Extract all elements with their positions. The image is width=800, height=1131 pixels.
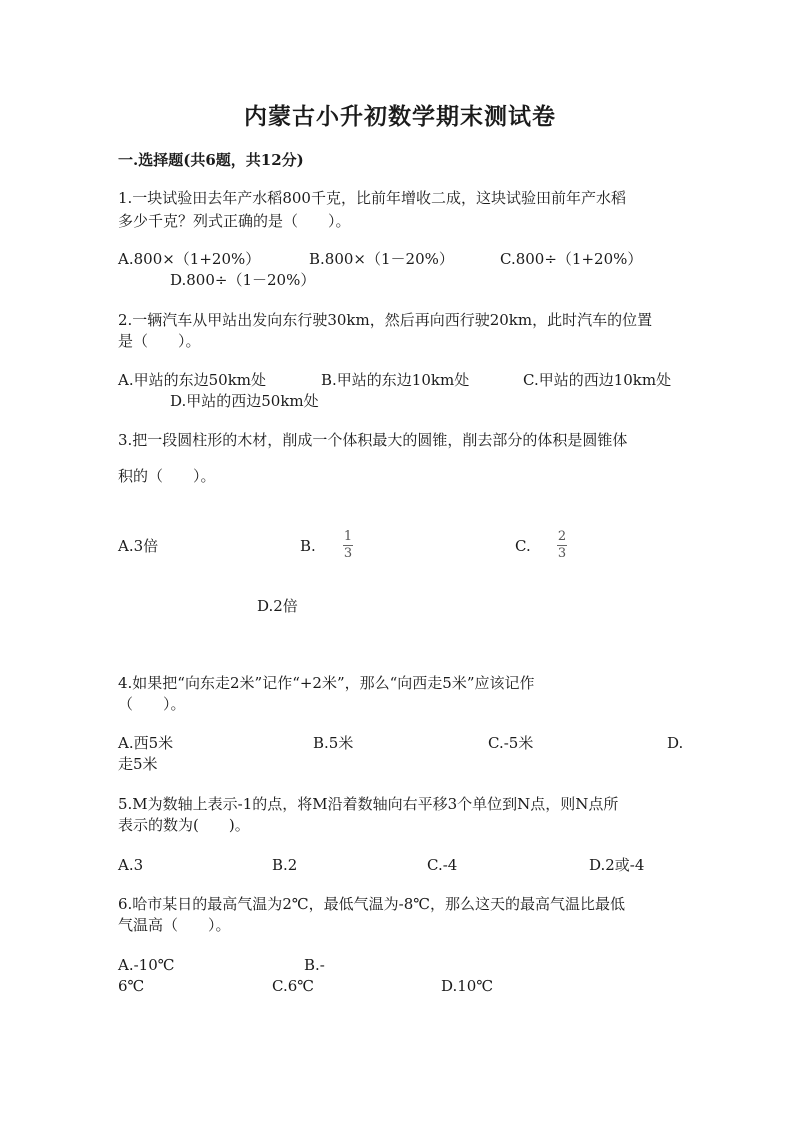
q5-option-d[interactable]: D.2或-4 [589,856,645,874]
q1-stem-line2: 多少千克？列式正确的是（ ）。 [118,212,351,230]
q4-option-a[interactable]: A.西5米 [118,734,174,752]
q5-option-b[interactable]: B.2 [272,856,298,874]
q6-option-b-label[interactable]: B.- [304,956,325,974]
q6-option-a[interactable]: A.-10℃ [118,956,175,974]
q2-option-d[interactable]: D.甲站的西边50km处 [170,392,319,410]
q1-stem-line1: 1.一块试验田去年产水稻800千克，比前年增收二成，这块试验田前年产水稻 [118,189,626,207]
q6-option-b-text[interactable]: 6℃ [118,977,145,995]
q1-option-c[interactable]: C.800÷（1+20%） [500,250,643,268]
q6-stem-line2: 气温高（ ）。 [118,916,231,934]
q1-option-b[interactable]: B.800×（1－20%） [309,250,454,268]
q3-stem-line2: 积的（ ）。 [118,467,216,485]
q3-option-c-fraction[interactable] [557,530,567,561]
q3-option-b-label[interactable]: B. [300,537,316,555]
q3-option-c-numerator: 2 [557,529,567,544]
q5-stem-line1: 5.M为数轴上表示-1的点，将M沿着数轴向右平移3个单位到N点，则N点所 [118,795,619,813]
q4-option-d-text[interactable]: 走5米 [118,755,158,773]
q6-stem-line1: 6.哈市某日的最高气温为2℃，最低气温为-8℃，那么这天的最高气温比最低 [118,895,626,913]
section-heading: 一.选择题(共6题，共12分) [118,151,304,169]
q3-option-c-label[interactable]: C. [515,537,531,555]
q5-stem-line2: 表示的数为( )。 [118,816,250,834]
q6-option-d[interactable]: D.10℃ [441,977,494,995]
q5-option-c[interactable]: C.-4 [427,856,458,874]
q3-option-a[interactable]: A.3倍 [118,537,159,555]
q4-stem-line1: 4.如果把“向东走2米”记作“+2米”，那么“向西走5米”应该记作 [118,674,535,692]
page-title: 内蒙古小升初数学期末测试卷 [244,103,556,130]
q3-option-c-denominator: 3 [557,546,567,561]
q5-option-a[interactable]: A.3 [118,856,144,874]
q2-option-b[interactable]: B.甲站的东边10km处 [321,371,470,389]
q4-option-c[interactable]: C.-5米 [488,734,534,752]
q1-option-a[interactable]: A.800×（1+20%） [118,250,261,268]
q4-option-d-label[interactable]: D. [667,734,684,752]
q4-option-b[interactable]: B.5米 [313,734,354,752]
q1-option-d[interactable]: D.800÷（1－20%） [170,271,316,289]
q3-option-b-denominator: 3 [343,546,353,561]
q3-option-b-numerator: 1 [343,529,353,544]
q2-stem-line1: 2.一辆汽车从甲站出发向东行驶30km，然后再向西行驶20km，此时汽车的位置 [118,311,653,329]
q3-stem-line1: 3.把一段圆柱形的木材，削成一个体积最大的圆锥，削去部分的体积是圆锥体 [118,431,628,449]
q4-stem-line2: （ ）。 [118,695,186,713]
q2-option-c[interactable]: C.甲站的西边10km处 [523,371,672,389]
q2-stem-line2: 是（ ）。 [118,332,201,350]
q3-option-d[interactable]: D.2倍 [257,597,298,615]
q3-option-b-fraction[interactable] [343,530,353,561]
q6-option-c[interactable]: C.6℃ [272,977,315,995]
q2-option-a[interactable]: A.甲站的东边50km处 [118,371,267,389]
